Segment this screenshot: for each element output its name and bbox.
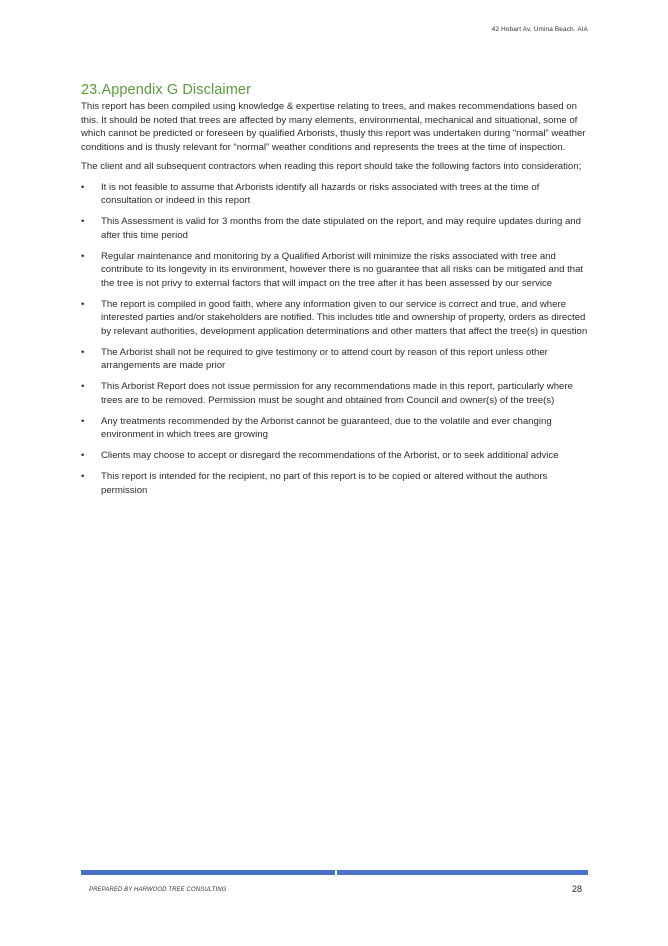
- list-item-text: Any treatments recommended by the Arborist cannot be guaranteed, due to the volatile and ever changing environment in which trees are growing: [101, 415, 552, 440]
- list-item-text: Clients may choose to accept or disregard the recommendations of the Arborist, or to seek additional advice: [101, 450, 559, 461]
- list-item: [81, 470, 589, 497]
- list-item: [81, 250, 589, 291]
- bullet-icon: •: [81, 216, 85, 227]
- consideration-paragraph: The client and all subsequent contractors when reading this report should take the following factors into consideration;: [81, 161, 582, 172]
- footer-bar-left: [81, 870, 335, 875]
- list-item-text: The Arborist shall not be required to give testimony or to attend court by reason of this report unless other arrangements are made prior: [101, 346, 548, 371]
- factors-list: [81, 181, 589, 498]
- bullet-icon: •: [81, 181, 85, 193]
- intro-paragraph: This report has been compiled using knowledge & expertise relating to trees, and makes recommendations based on this. It should be noted that trees are affected by many elements, environmental, mechanical and situational, some of which cannot be predicted or foreseen by qualified Arborists, thusly this report was undertaken during “normal” weather conditions and is thusly relevant for “normal” weather conditions and represents the trees at the time of inspection.: [81, 101, 586, 153]
- header-address: 42 Hobart Av, Umina Beach. AIA: [491, 26, 588, 33]
- list-item-text: This Arborist Report does not issue permission for any recommendations made in this report, particularly where trees are to be removed. Permission must be sought and obtained from Council and owner(s) of the tree(s): [101, 381, 573, 406]
- list-item-text: The report is compiled in good faith, where any information given to our service is correct and true, and where interested parties and/or stakeholders are notified. This includes title and ownership of property, orders as directed by relevant authorities, development application determinations and other matters that affect the tree(s) in question: [101, 298, 588, 337]
- list-item: [81, 449, 589, 463]
- list-item-text: Regular maintenance and monitoring by a Qualified Arborist will minimize the risks associated with tree and contribute to its longevity in its environment, however there is no guarantee that all risks can be mitigated and that the tree is not privy to external factors that will impact on the tree after it has been assessed by our service: [101, 250, 584, 289]
- bullet-icon: •: [81, 298, 85, 310]
- list-item: [81, 415, 589, 442]
- list-item-text: This report is intended for the recipient, no part of this report is to be copied or altered without the authors permission: [101, 471, 548, 496]
- list-item: [81, 346, 589, 373]
- bullet-icon: •: [81, 450, 85, 461]
- footer-prepared-by: PREPARED BY HARWOOD TREE CONSULTING: [89, 887, 227, 893]
- bullet-icon: •: [81, 346, 85, 358]
- bullet-icon: •: [81, 381, 85, 392]
- list-item: [81, 380, 589, 407]
- bullet-icon: •: [81, 471, 85, 482]
- page-number: 28: [571, 884, 582, 894]
- bullet-icon: •: [81, 415, 85, 427]
- section-title: 23.Appendix G Disclaimer: [81, 82, 252, 98]
- list-item: [81, 181, 589, 208]
- footer-bar-right: [337, 870, 588, 875]
- list-item: [81, 298, 589, 339]
- list-item-text: This Assessment is valid for 3 months from the date stipulated on the report, and may require updates during and after this time period: [101, 216, 581, 241]
- section-content: [81, 100, 589, 505]
- footer-bar: [81, 870, 588, 875]
- bullet-icon: •: [81, 250, 85, 262]
- list-item-text: It is not feasible to assume that Arborists identify all hazards or risks associated with trees at the time of consultation or indeed in this report: [101, 181, 540, 206]
- list-item: [81, 215, 589, 242]
